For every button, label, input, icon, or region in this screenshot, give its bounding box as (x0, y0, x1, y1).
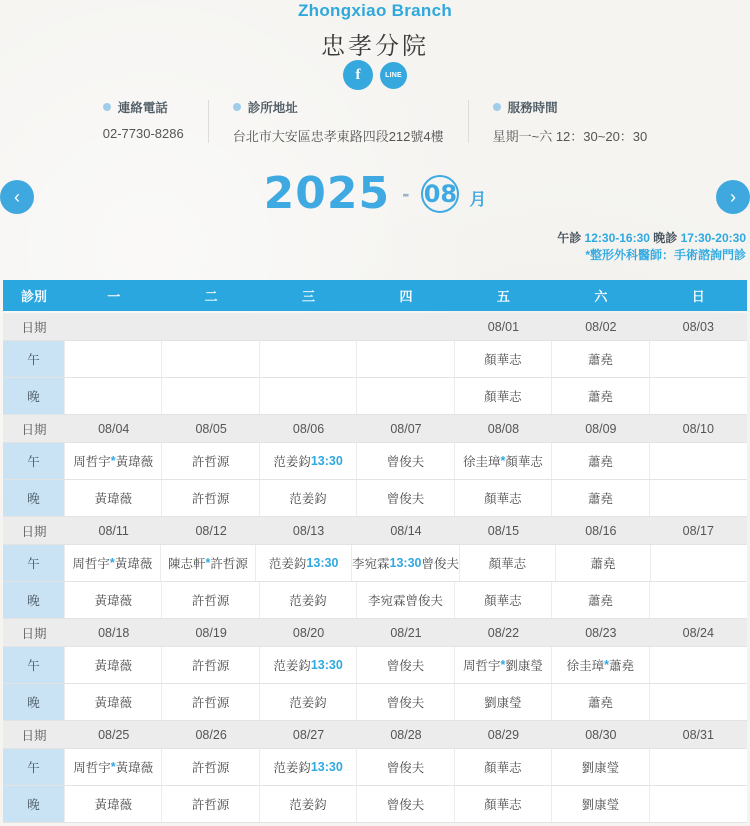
branch-title-en: Zhongxiao Branch (297, 1, 453, 20)
schedule-cell (650, 684, 747, 720)
schedule-cell: 周哲宇 * 黃瑋薇 (65, 443, 162, 479)
year-month-separator: - (402, 180, 410, 206)
noon-row-label: 午 (3, 443, 65, 479)
chevron-left-icon: ‹ (14, 187, 20, 207)
info-address-value: 台北市大安區忠孝東路四段212號4樓 (232, 129, 444, 144)
line-icon[interactable]: LINE (380, 62, 407, 89)
schedule-cell: 劉康瑩 (552, 749, 649, 785)
schedule-cell: 范姜鈞 13:30 (260, 443, 357, 479)
info-phone-value: 02-7730-8286 (102, 126, 184, 141)
schedule-cell: 曾俊夫 (357, 684, 454, 720)
schedule-cell: 劉康瑩 (455, 684, 552, 720)
date-cell: 08/28 (390, 727, 422, 742)
schedule-cell: 李宛霖 13:30 曾俊夫 (352, 545, 460, 581)
noon-row (3, 749, 747, 786)
date-row (3, 517, 747, 545)
schedule-header-row (3, 280, 747, 311)
schedule-cell: 周哲宇 * 黃瑋薇 (65, 545, 161, 581)
schedule-header-type: 診別 (20, 289, 47, 304)
date-cell: 08/11 (98, 523, 129, 538)
schedule-cell (162, 378, 259, 414)
noon-row-label: 午 (3, 749, 65, 785)
evening-row (3, 582, 747, 619)
date-cell: 08/15 (487, 523, 520, 538)
evening-row (3, 480, 747, 517)
date-cell: 08/08 (487, 421, 520, 436)
date-cell: 08/02 (585, 319, 617, 334)
schedule-cell: 范姜鈞 (260, 786, 357, 822)
evening-row-label: 晚 (3, 582, 65, 618)
chevron-right-icon: › (730, 187, 736, 207)
year-label: 2025 (263, 168, 391, 219)
schedule-cell (357, 378, 454, 414)
date-row (3, 619, 747, 647)
date-cell: 08/21 (390, 625, 422, 640)
schedule-cell: 顏華志 (455, 749, 552, 785)
schedule-cell (650, 378, 747, 414)
info-address-label-text: 診所地址 (247, 101, 298, 115)
schedule-cell: 顏華志 (455, 582, 552, 618)
schedule-cell: 周哲宇 * 劉康瑩 (455, 647, 552, 683)
schedule-header-day: 一 (107, 289, 121, 304)
schedule-cell: 周哲宇 * 黃瑋薇 (65, 749, 162, 785)
schedule-cell: 蕭堯 (552, 341, 649, 377)
schedule-cell: 范姜鈞 13:30 (260, 749, 357, 785)
schedule-cell: 顏華志 (455, 480, 552, 516)
date-row-label: 日期 (21, 524, 47, 539)
noon-row (3, 545, 747, 582)
date-cell: 08/30 (585, 727, 617, 742)
date-cell: 08/12 (195, 523, 227, 538)
schedule-cell: 曾俊夫 (357, 647, 454, 683)
date-cell: 08/09 (585, 421, 617, 436)
schedule-cell (650, 341, 747, 377)
schedule-cell: 范姜鈞 (260, 684, 357, 720)
date-cell: 08/01 (487, 319, 520, 334)
schedule-cell (650, 582, 747, 618)
date-cell: 08/26 (195, 727, 227, 742)
bullet-icon (493, 103, 501, 111)
bullet-icon (233, 103, 241, 111)
date-row-label: 日期 (21, 422, 47, 437)
schedule-cell (650, 443, 747, 479)
info-hours (469, 98, 672, 145)
schedule-cell: 許哲源 (162, 786, 259, 822)
schedule-cell (650, 647, 747, 683)
schedule-cell (650, 480, 747, 516)
schedule-cell: 蕭堯 (556, 545, 652, 581)
date-cell: 08/07 (390, 421, 422, 436)
date-cell: 08/10 (682, 421, 714, 436)
schedule-cell: 許哲源 (162, 480, 259, 516)
date-row-label: 日期 (21, 320, 47, 335)
facebook-icon[interactable]: f (343, 60, 373, 90)
date-cell (65, 313, 162, 340)
social-links (0, 60, 750, 90)
schedule-cell: 許哲源 (162, 582, 259, 618)
date-row (3, 313, 747, 341)
schedule-cell: 曾俊夫 (357, 443, 454, 479)
date-cell: 08/05 (195, 421, 227, 436)
date-cell: 08/24 (682, 625, 714, 640)
month-display (0, 168, 750, 219)
schedule-cell: 曾俊夫 (357, 749, 454, 785)
date-cell: 08/22 (487, 625, 520, 640)
date-cell (260, 313, 357, 340)
schedule-cell: 范姜鈞 (260, 480, 357, 516)
schedule-cell: 許哲源 (162, 684, 259, 720)
schedule-header-day: 三 (302, 289, 316, 304)
schedule-cell (260, 341, 357, 377)
date-cell: 08/31 (682, 727, 714, 742)
date-cell: 08/04 (98, 421, 130, 436)
schedule-cell: 蕭堯 (552, 480, 649, 516)
noon-row (3, 647, 747, 684)
schedule-cell: 黃瑋薇 (65, 480, 162, 516)
schedule-cell: 黃瑋薇 (65, 582, 162, 618)
schedule-cell: 黃瑋薇 (65, 647, 162, 683)
schedule-cell: 蕭堯 (552, 378, 649, 414)
schedule-header-day: 日 (691, 289, 705, 304)
schedule-cell: 范姜鈞 (260, 582, 357, 618)
schedule-header-day: 六 (594, 289, 608, 304)
schedule-header-day: 二 (204, 289, 218, 304)
info-address (209, 98, 468, 145)
schedule-header-day: 四 (399, 289, 413, 304)
schedule-cell: 范姜鈞 13:30 (256, 545, 352, 581)
schedule-cell: 范姜鈞 13:30 (260, 647, 357, 683)
schedule-cell (650, 786, 747, 822)
date-row (3, 721, 747, 749)
date-cell: 08/17 (682, 523, 714, 538)
schedule-notes (557, 230, 746, 264)
schedule-cell: 劉康瑩 (552, 786, 649, 822)
schedule-cell (357, 341, 454, 377)
schedule-cell: 蕭堯 (552, 582, 649, 618)
schedule-cell: 李宛霖曾俊夫 (357, 582, 454, 618)
schedule-cell: 顏華志 (455, 378, 552, 414)
schedule-cell (260, 378, 357, 414)
date-row (3, 415, 747, 443)
schedule-cell: 蕭堯 (552, 443, 649, 479)
schedule-cell: 徐圭璋 * 蕭堯 (552, 647, 649, 683)
noon-row (3, 341, 747, 378)
date-row-label: 日期 (21, 626, 47, 641)
schedule-cell (651, 545, 747, 581)
session-hours-note: 午診 12:30-16:30 晚診 17:30-20:30 (557, 231, 746, 245)
info-hours-label-text: 服務時間 (507, 101, 558, 115)
clinic-info (0, 98, 750, 145)
schedule-cell: 曾俊夫 (357, 786, 454, 822)
info-hours-label (493, 98, 648, 116)
date-cell (162, 313, 259, 340)
date-cell: 08/27 (292, 727, 325, 742)
bullet-icon (103, 103, 111, 111)
date-cell: 08/03 (682, 319, 714, 334)
date-cell: 08/23 (585, 625, 617, 640)
noon-row-label: 午 (3, 647, 65, 683)
date-cell: 08/18 (98, 625, 130, 640)
noon-row-label: 午 (3, 545, 65, 581)
info-phone-label-text: 連絡電話 (117, 101, 168, 115)
evening-row-label: 晚 (3, 786, 65, 822)
info-address-label (233, 98, 444, 116)
evening-row-label: 晚 (3, 684, 65, 720)
branch-title-zh: 忠孝分院 (321, 33, 429, 60)
schedule-cell: 黃瑋薇 (65, 786, 162, 822)
date-row-label: 日期 (21, 728, 47, 743)
info-hours-value: 星期一~六 12：30~20：30 (492, 129, 648, 144)
date-cell: 08/16 (585, 523, 617, 538)
date-cell: 08/20 (292, 625, 325, 640)
schedule-cell: 黃瑋薇 (65, 684, 162, 720)
schedule-cell: 顏華志 (455, 786, 552, 822)
evening-row (3, 786, 747, 823)
info-phone (79, 98, 208, 145)
evening-row-label: 晚 (3, 378, 65, 414)
schedule-cell: 蕭堯 (552, 684, 649, 720)
schedule-cell (162, 341, 259, 377)
schedule-cell: 陳志軒 * 許哲源 (161, 545, 257, 581)
evening-row-label: 晚 (3, 480, 65, 516)
schedule-cell: 徐圭璋 * 顏華志 (455, 443, 552, 479)
schedule-cell (65, 341, 162, 377)
date-cell: 08/13 (292, 523, 325, 538)
schedule-table (3, 280, 747, 823)
noon-row (3, 443, 747, 480)
schedule-cell: 許哲源 (162, 443, 259, 479)
schedule-cell: 顏華志 (455, 341, 552, 377)
evening-row (3, 378, 747, 415)
month-unit-label: 月 (469, 190, 487, 209)
date-cell (357, 313, 454, 340)
date-cell: 08/25 (98, 727, 130, 742)
date-cell: 08/19 (195, 625, 227, 640)
schedule-cell: 曾俊夫 (357, 480, 454, 516)
month-label: 08 (421, 175, 459, 213)
schedule-cell (65, 378, 162, 414)
schedule-cell (650, 749, 747, 785)
surgeon-note: *整形外科醫師：手術諮詢門診 (585, 248, 746, 262)
evening-row (3, 684, 747, 721)
schedule-cell: 許哲源 (162, 647, 259, 683)
date-cell: 08/14 (390, 523, 422, 538)
noon-row-label: 午 (3, 341, 65, 377)
schedule-cell: 顏華志 (460, 545, 556, 581)
date-cell: 08/06 (292, 421, 325, 436)
schedule-header-day: 五 (496, 289, 510, 304)
info-phone-label (103, 98, 184, 116)
date-cell: 08/29 (487, 727, 520, 742)
schedule-cell: 許哲源 (162, 749, 259, 785)
